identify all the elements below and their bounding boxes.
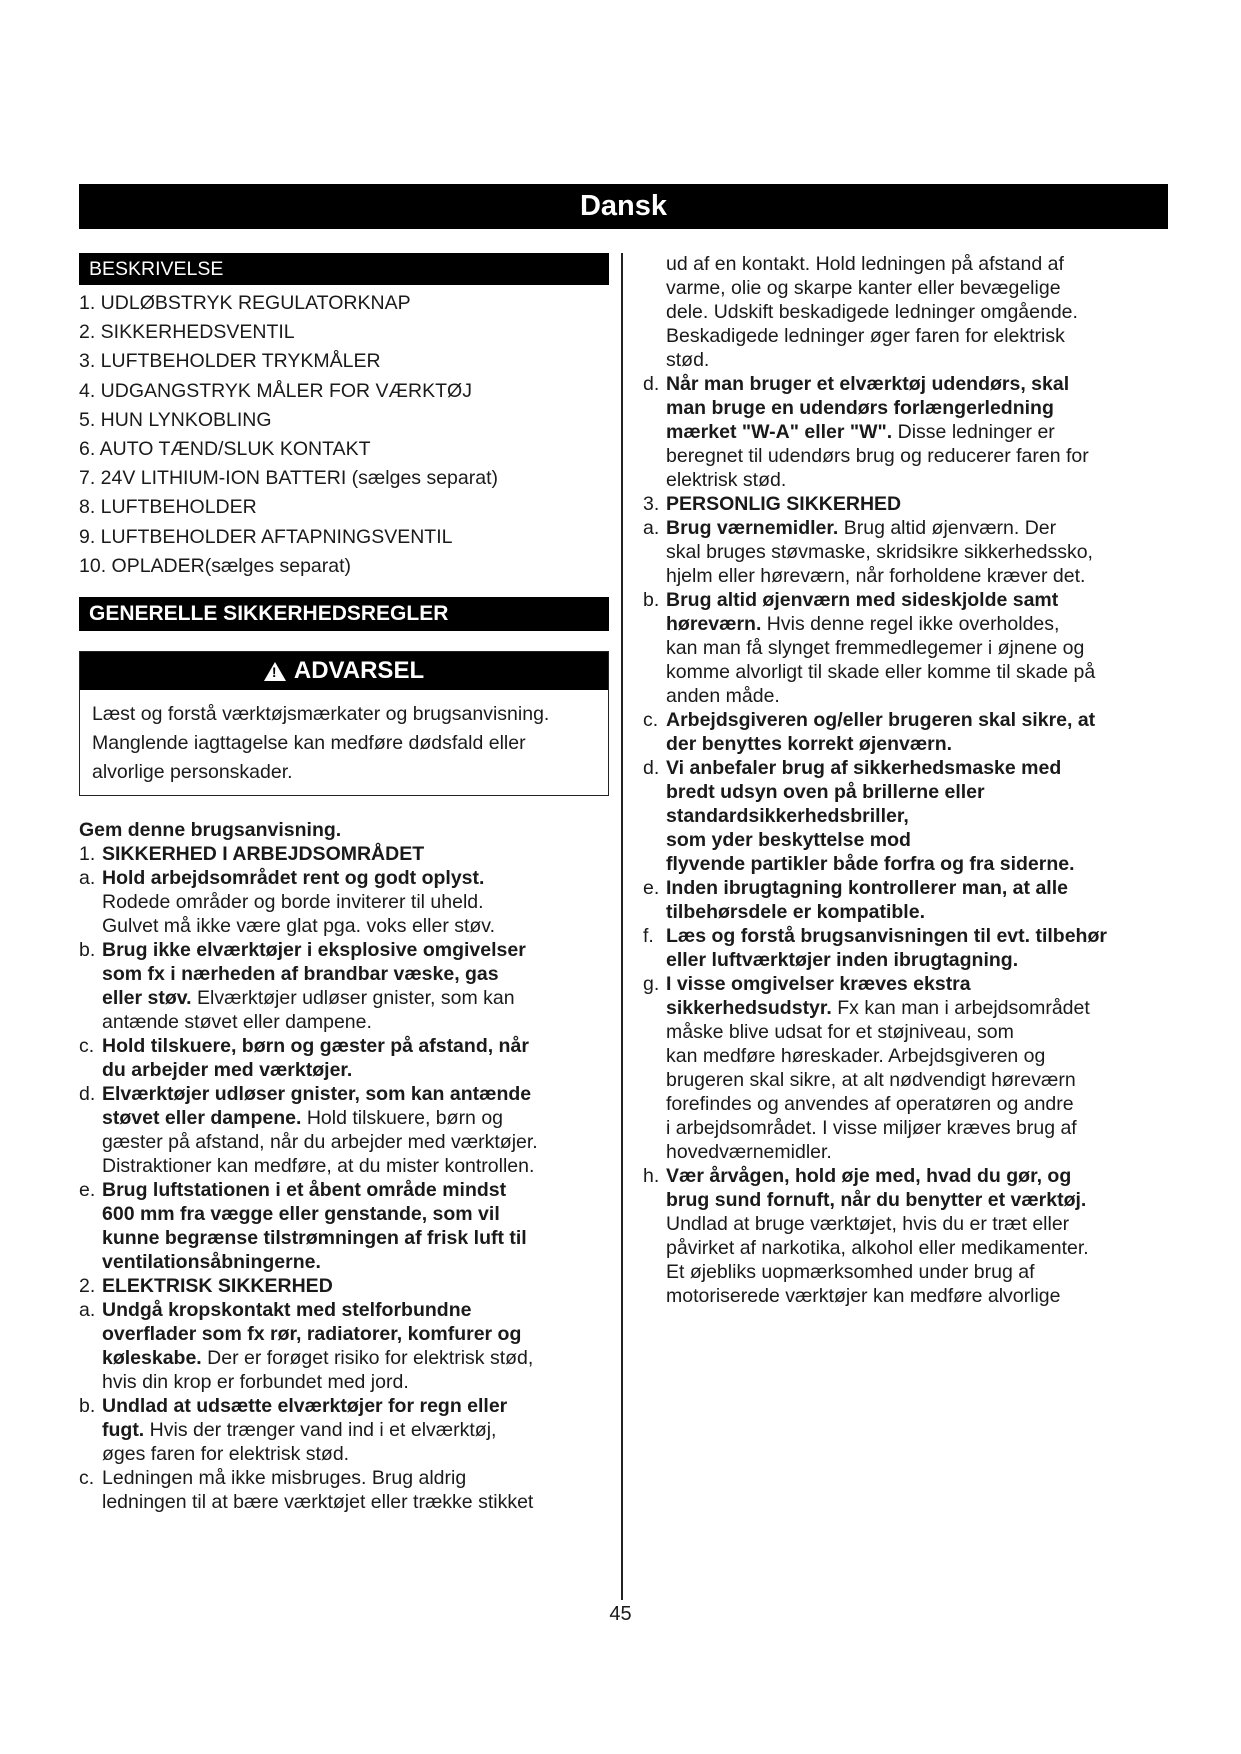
keep-manual-note: Gem denne brugsanvisning. — [79, 819, 342, 842]
page-number: 45 — [609, 1603, 632, 1625]
warning-line: Manglende iagttagelse kan medføre dødsfald eller — [92, 732, 526, 755]
section-heading-electrical: 2. ELEKTRISK SIKKERHED — [79, 1275, 333, 1298]
rule-item: a. Hold arbejdsområdet rent og godt oplyst. Rodede områder og borde inviterer til uheld. Gulvet må ikke være glat pga. voks eller støv. — [79, 867, 496, 938]
list-item: 7. 24V LITHIUM-ION BATTERI (sælges separat) — [79, 467, 498, 490]
rule-item: c. Arbejdsgiveren og/eller brugeren skal sikre, at der benyttes korrekt øjenværn. — [643, 709, 1096, 755]
section-heading-work-area: 1. SIKKERHED I ARBEJDSOMRÅDET — [79, 843, 425, 866]
rule-item: e. Brug luftstationen i et åbent område mindst 600 mm fra vægge eller genstande, som vil kunne begrænse tilstrømningen af frisk luft til ventilationsåbningerne. — [79, 1179, 527, 1274]
description-list — [79, 289, 609, 581]
rule-continuation: ud af en kontakt. Hold ledningen på afstand af varme, olie og skarpe kanter eller bevægelige dele. Udskift beskadigede ledninger omgående. Beskadigede ledninger øger faren for elektrisk stød. — [666, 253, 1078, 371]
warning-title: ADVARSEL — [293, 657, 425, 685]
rule-item: c. Hold tilskuere, børn og gæster på afstand, når du arbejder med værktøjer. — [79, 1035, 529, 1082]
rule-item: d. Vi anbefaler brug af sikkerhedsmaske med bredt udsyn oven på brillerne eller standardsikkerhedsbriller, som yder beskyttelse mod flyvende partikler både forfra og fra siderne. — [643, 757, 1075, 875]
page-title-bar — [79, 184, 1168, 229]
left-column — [79, 253, 609, 1514]
list-item: 2. SIKKERHEDSVENTIL — [79, 321, 295, 344]
list-item: 6. AUTO TÆND/SLUK KONTAKT — [79, 438, 371, 461]
list-item: 5. HUN LYNKOBLING — [79, 408, 272, 431]
rule-item: h. Vær årvågen, hold øje med, hvad du gør, og brug sund fornuft, når du benytter et værktøj. Undlad at bruge værktøjet, hvis du er træt eller påvirket af narkotika, alkohol eller medikamenter. Et øjebliks uopmærksomhed under brug af motoriserede værktøjer kan medføre alvorlige — [643, 1165, 1089, 1307]
warning-line: Læst og forstå værktøjsmærkater og brugsanvisning. — [92, 703, 550, 726]
right-column — [643, 252, 1138, 1308]
rule-item: b. Brug ikke elværktøjer i eksplosive omgivelser som fx i nærheden af brandbar væske, gas eller støv. Elværktøjer udløser gnister, som kan antænde støvet eller dampene. — [79, 939, 526, 1034]
warning-triangle-icon — [264, 662, 286, 681]
rule-item: a. Brug værnemidler. Brug altid øjenværn. Der skal bruges støvmaske, skridsikre sikkerhedssko, hjelm eller høreværn, når forholdene kræver det. — [643, 517, 1093, 587]
list-item: 8. LUFTBEHOLDER — [79, 496, 257, 519]
rule-item: c. Ledningen må ikke misbruges. Brug aldrig ledningen til at bære værktøjet eller trække stikket — [79, 1467, 534, 1514]
warning-text — [80, 690, 608, 795]
rule-item: d. Når man bruger et elværktøj udendørs, skal man bruge en udendørs forlængerledning mærket "W-A" eller "W". Disse ledninger er beregnet til udendørs brug og reducerer faren for elektrisk stød. — [643, 373, 1089, 491]
list-item: 9. LUFTBEHOLDER AFTAPNINGSVENTIL — [79, 525, 453, 548]
list-item: 4. UDGANGSTRYK MÅLER FOR VÆRKTØJ — [79, 379, 472, 402]
rule-item: d. Elværktøjer udløser gnister, som kan antænde støvet eller dampene. Hold tilskuere, børn og gæster på afstand, når du arbejder med værktøjer. Distraktioner kan medføre, at du mister kontrollen. — [79, 1083, 538, 1178]
list-item: 3. LUFTBEHOLDER TRYKMÅLER — [79, 350, 381, 373]
section-heading-personal: 3. PERSONLIG SIKKERHED — [643, 493, 902, 515]
warning-box — [79, 651, 609, 796]
section-heading-general: GENERELLE SIKKERHEDSREGLER — [79, 597, 609, 631]
list-item: 10. OPLADER(sælges separat) — [79, 554, 352, 577]
rule-item: a. Undgå kropskontakt med stelforbundne overflader som fx rør, radiatorer, komfurer og køleskabe. Der er forøget risiko for elektrisk stød, hvis din krop er forbundet med jord. — [79, 1299, 534, 1394]
rule-item: f. Læs og forstå brugsanvisningen til evt. tilbehør eller luftværktøjer inden ibrugtagning. — [643, 925, 1107, 971]
page-title: Dansk — [579, 190, 668, 222]
warning-title-bar — [80, 652, 608, 690]
column-divider — [621, 253, 623, 1600]
rule-item: b. Undlad at udsætte elværktøjer for regn eller fugt. Hvis der trænger vand ind i et elværktøj, øges faren for elektrisk stød. — [79, 1395, 508, 1466]
rule-item: e. Inden ibrugtagning kontrollerer man, at alle tilbehørsdele er kompatible. — [643, 877, 1068, 923]
list-item: 1. UDLØBSTRYK REGULATORKNAP — [79, 292, 411, 314]
warning-line: alvorlige personskader. — [92, 761, 293, 784]
section-heading-description: BESKRIVELSE — [79, 253, 609, 285]
rule-item: g. I visse omgivelser kræves ekstra sikkerhedsudstyr. Fx kan man i arbejdsområdet måske blive udsat for et støjniveau, som kan medføre høreskader. Arbejdsgiveren og brugeren skal sikre, at alt nødvendigt høreværn forefindes og anvendes af operatøren og andre i arbejdsområdet. I visse miljøer kræves brug af hovedværnemidler. — [643, 973, 1090, 1163]
rule-item: b. Brug altid øjenværn med sideskjolde samt høreværn. Hvis denne regel ikke overholdes, kan man få slynget fremmedlegemer i øjnene og komme alvorligt til skade eller komme til skade på anden måde. — [643, 589, 1096, 707]
